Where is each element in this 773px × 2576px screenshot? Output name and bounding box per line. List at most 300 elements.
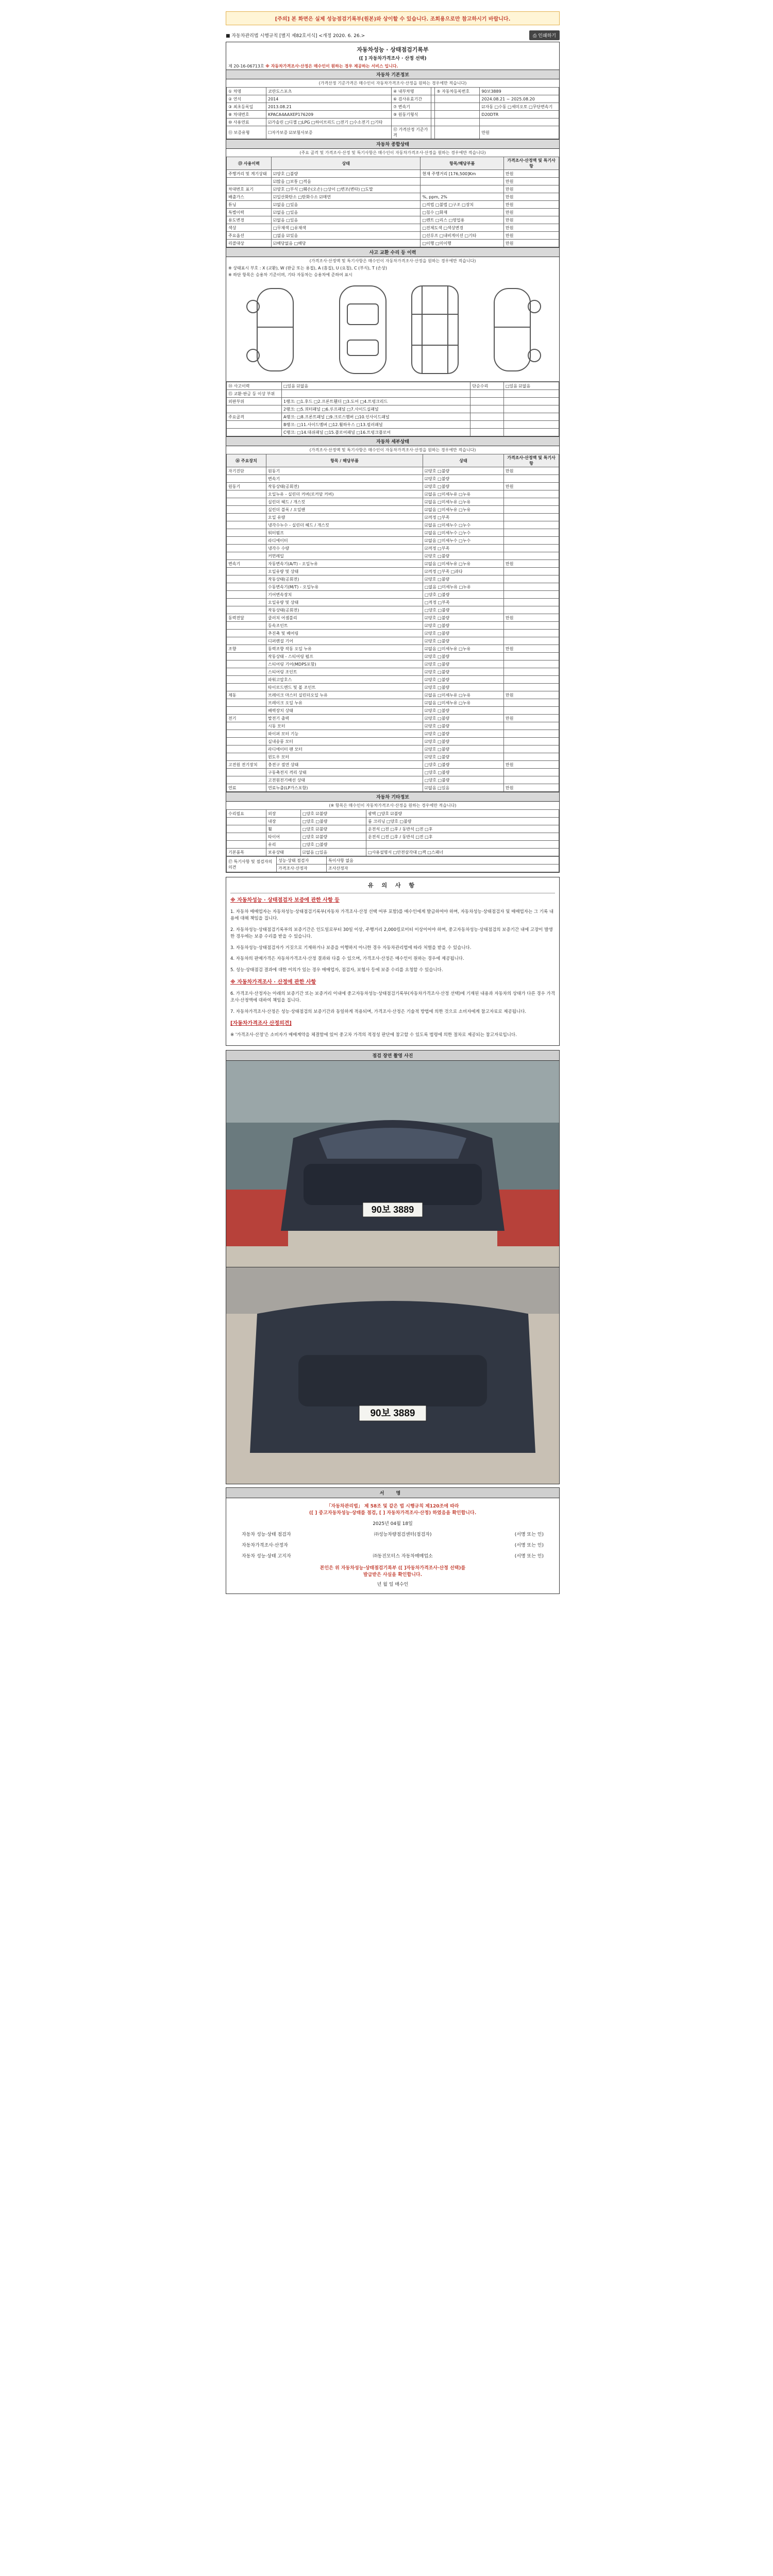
photo-title: 점검 장면 촬영 사진	[226, 1050, 560, 1061]
accident-row-cell	[470, 390, 504, 398]
status-row	[227, 193, 559, 201]
detail-row-cell: 만원	[504, 483, 559, 490]
detail-row-cell: 연료	[227, 784, 266, 792]
sign-row-1-sign: (서명 또는 인)	[514, 1532, 544, 1537]
option-row-cell	[366, 841, 559, 849]
status-row-cell	[227, 178, 272, 185]
detail-row	[227, 591, 559, 599]
detail-row-cell: ☑양호 □불량	[423, 475, 504, 483]
accident-table	[226, 382, 559, 436]
detail-row	[227, 691, 559, 699]
options-table	[226, 809, 559, 856]
sign-date: 2025년 04월 18일	[373, 1521, 413, 1527]
accident-row	[227, 382, 559, 390]
detail-row-cell	[227, 552, 266, 560]
detail-row-cell	[504, 475, 559, 483]
status-row-cell: ☑양호 □부식 □훼손(오손) □상이 □변조(변타) □도말	[272, 185, 421, 193]
detail-row-cell: ☑양호 □불량	[423, 483, 504, 490]
detail-row-cell: ☑없음 □미세누유 □누유	[423, 498, 504, 506]
sign-row-3-label: 자동차 성능·상태 고지자	[242, 1553, 291, 1559]
detail-row-cell	[227, 637, 266, 645]
accident-row-cell	[504, 405, 559, 413]
detail-row-cell: 등속조인트	[266, 622, 423, 630]
table-header-cell: 항목/해당부품	[421, 157, 504, 170]
accident-row-cell: 단순수리	[470, 382, 504, 390]
basic-row-cell: ⑤ 자동차등록번호	[435, 88, 480, 95]
status-row-cell: 만원	[504, 224, 559, 232]
basic-row-cell: ⑪ 보증유형	[227, 126, 266, 139]
detail-row-cell: 클러치 어셈블리	[266, 614, 423, 622]
detail-row-cell	[504, 684, 559, 691]
sign-row-3	[242, 1552, 544, 1559]
detail-row	[227, 753, 559, 761]
sign-line-2: ([ ] 중고자동차성능·상태를 점검, [ ] 자동차가격조사·산정) 하였음을 확인합니다.	[309, 1510, 477, 1516]
detail-row-cell	[227, 660, 266, 668]
detail-row-cell: 라디에이터	[266, 537, 423, 545]
detail-row-cell	[504, 660, 559, 668]
detail-row-cell	[227, 684, 266, 691]
detail-row-cell	[227, 591, 266, 599]
accident-row-cell: □있음 ☑없음	[282, 382, 470, 390]
detail-row-cell: 커먼레일	[266, 552, 423, 560]
detail-row-cell	[504, 668, 559, 676]
printer-icon: ⎙	[533, 33, 539, 39]
sign-row-3-name: ㈜동진모터스 자동차매매업소	[373, 1553, 433, 1559]
detail-row	[227, 545, 559, 552]
basic-row-cell	[431, 103, 435, 111]
detail-row-cell	[504, 568, 559, 575]
basic-row	[227, 95, 559, 103]
detail-row-cell: 제동	[227, 691, 266, 699]
detail-row-cell: ☑양호 □불량	[423, 637, 504, 645]
detail-row-cell: □없음 □미세누유 □누유	[423, 583, 504, 591]
status-row-cell: ☑없음 □있음	[272, 216, 421, 224]
detail-row-cell: 변속기	[227, 560, 266, 568]
basic-row-cell: ☑자동 □수동 □세미오토 □무단변속기	[480, 103, 559, 111]
hood-plate: 90보 3889	[370, 1408, 415, 1419]
detail-row-cell: 스티어링 기어(MDPS포함)	[266, 660, 423, 668]
detail-row-cell: 기어변속장치	[266, 591, 423, 599]
detail-row-cell	[504, 745, 559, 753]
detail-row	[227, 668, 559, 676]
basic-row-cell: 2014	[266, 95, 392, 103]
table-header-cell: ⑯ 주요장치	[227, 454, 266, 467]
status-row-cell: ☑많음 □보통 □적음	[272, 178, 421, 185]
status-row-cell: □침수 □화재	[421, 209, 504, 216]
record-subtitle: ([ ] 자동차가격조사 · 산정 선택)	[359, 56, 427, 61]
accident-row-cell: A랭크: □8.프론트패널 □9.크로스멤버 □10.인사이드패널	[282, 413, 470, 421]
accident-row-cell	[470, 413, 504, 421]
detail-row-cell	[227, 769, 266, 776]
detail-row-cell	[227, 730, 266, 738]
accident-row	[227, 421, 559, 429]
accident-row-cell: 1랭크: □1.후드 □2.프론트휀더 □3.도어 □4.트렁크리드	[282, 398, 470, 405]
status-row-cell: □없음 ☑있음	[272, 232, 421, 240]
option-row-cell: □양호 ☑불량	[301, 825, 366, 833]
detail-row-cell: ☑없음 □미세누수 □누수	[423, 537, 504, 545]
status-row-cell: 색상	[227, 224, 272, 232]
option-row-cell: 수리필요	[227, 810, 266, 818]
detail-row	[227, 529, 559, 537]
detail-row	[227, 769, 559, 776]
detail-row	[227, 575, 559, 583]
accident-row-cell	[227, 405, 282, 413]
status-row-cell: 특별이력	[227, 209, 272, 216]
detail-row-cell	[227, 676, 266, 684]
detail-row-cell: 동력조향 작동 오일 누유	[266, 645, 423, 653]
detail-row-cell: ☑양호 □불량	[423, 614, 504, 622]
detail-row-cell	[227, 776, 266, 784]
status-row-cell: ☑양호 □불량	[272, 170, 421, 178]
notes-p6: 6. 가격조사·산정자는 아래의 보증기간 또는 보증거리 이내에 중고자동차성능·상태점검기록부(자동차가격조사·산정 선택)에 기재된 내용과 자동차의 상태가 다른 경우 가격조사·산정액에 대하여 책임을 집니다.	[230, 991, 555, 1003]
status-row-cell: ☑없음 □있음	[272, 201, 421, 209]
front-plate: 90보 3889	[371, 1204, 414, 1215]
accident-row-cell: ⑮ 교환·판금 등 이상 부위	[227, 390, 282, 398]
sign-row-1-label: 자동차 성능·상태 점검자	[242, 1532, 291, 1537]
print-button[interactable]	[529, 30, 560, 40]
basic-row-cell: ⑧ 차대번호	[227, 111, 266, 118]
basic-row-cell	[431, 126, 435, 139]
detail-row-cell	[227, 498, 266, 506]
accident-row	[227, 398, 559, 405]
detail-row	[227, 645, 559, 653]
option-row-cell: □양호 ☑불량	[301, 810, 366, 818]
status-row-cell: □전체도색 □색상변경	[421, 224, 504, 232]
detail-row-cell: 자기진단	[227, 467, 266, 475]
section-detail: 자동차 세부상태	[226, 436, 559, 446]
status-row-cell: □무채색 □유채색	[272, 224, 421, 232]
detail-row	[227, 498, 559, 506]
detail-row-cell	[227, 630, 266, 637]
basic-row-cell	[480, 118, 559, 126]
accident-row-cell: ⑭ 사고이력	[227, 382, 282, 390]
detail-row-cell: ☑양호 □불량	[423, 575, 504, 583]
record-number: 제 20-16-06713호	[228, 64, 264, 69]
accident-row-cell: □있음 ☑없음	[504, 382, 559, 390]
detail-row-cell: 냉각수 수량	[266, 545, 423, 552]
detail-row-cell	[227, 753, 266, 761]
detail-row	[227, 599, 559, 606]
detail-row-cell: 스티어링 조인트	[266, 668, 423, 676]
detail-row-cell: ☑없음 □미세누수 □누수	[423, 521, 504, 529]
photo-hood	[226, 1267, 560, 1484]
status-row-cell: %, ppm, 2%	[421, 193, 504, 201]
detail-row-cell: 만원	[504, 614, 559, 622]
detail-row-cell	[504, 699, 559, 707]
photo-front	[226, 1061, 560, 1267]
basic-row-cell: ⑦ 변속기	[392, 103, 431, 111]
detail-row	[227, 784, 559, 792]
sign-row-1	[242, 1531, 544, 1537]
record-meta	[226, 63, 559, 70]
inspector-value-1: 특이사항 없음	[327, 857, 559, 865]
detail-row-cell	[504, 599, 559, 606]
basic-row-cell: KPACA4AAXEP176209	[266, 111, 392, 118]
section-options-note: (※ 항목은 매수인이 자동차가격조사·산정을 원하는 경우에만 적습니다)	[329, 803, 457, 808]
status-row-cell: 만원	[504, 193, 559, 201]
detail-row-cell: 만원	[504, 715, 559, 722]
accident-row-cell: 2랭크: □5.쿼터패널 □6.루프패널 □7.사이드실패널	[282, 405, 470, 413]
status-row-cell: 주요옵션	[227, 232, 272, 240]
detail-row	[227, 552, 559, 560]
option-row	[227, 833, 559, 841]
detail-row	[227, 560, 559, 568]
inspector-table	[226, 856, 559, 872]
detail-row-cell: ☑없음 □미세누유 □누유	[423, 560, 504, 568]
detail-row-cell	[504, 753, 559, 761]
status-row-cell: 만원	[504, 240, 559, 247]
notes-p8: ※ '가격조사·산정'은 소비자가 매매계약을 체결함에 있어 중고차 가격의 적정성 판단에 참고할 수 있도록 법령에 의한 절차로 제공되는 참고자료입니다.	[230, 1032, 517, 1038]
detail-row-cell: ☑양호 □불량	[423, 684, 504, 691]
notes-p2: 2. 자동차성능·상태점검기록부의 보증기간은 인도일로부터 30일 이상, 주행거리 2,000킬로미터 이상이어야 하며, 중고자동차성능·상태점검의 보증기간 내에 고장이 발생한 경우에는 보증 수리를 받을 수 있습니다.	[230, 927, 553, 940]
status-row	[227, 232, 559, 240]
detail-row-cell: 고전원 전기장치	[227, 761, 266, 769]
detail-row-cell	[227, 537, 266, 545]
detail-row-cell	[504, 722, 559, 730]
basic-row-cell: ☑가솔린 □디젤 □LPG □하이브리드 □전기 □수소전기 □기타	[266, 118, 392, 126]
option-row-cell: ☑없음 □있음	[301, 849, 366, 856]
sign-line-1: 「자동차관리법」 제 58조 및 같은 법 시행규칙 제120조에 따라	[326, 1503, 459, 1509]
basic-row-cell	[431, 111, 435, 118]
table-header-cell: 상태	[423, 454, 504, 467]
inspection-record	[226, 42, 560, 873]
detail-row-cell: □적정 □부족	[423, 599, 504, 606]
option-row-cell: 유리	[266, 841, 301, 849]
detail-row-cell: ☑양호 □불량	[423, 730, 504, 738]
detail-row-cell: □양호 □불량	[423, 769, 504, 776]
detail-row	[227, 738, 559, 745]
option-row-cell: 운전석 □전 □후 / 동반석 □전 □후	[366, 833, 559, 841]
detail-row-cell	[504, 769, 559, 776]
inspector-role-2: 가격조사·산정자	[277, 865, 327, 872]
sign-row-2-label: 자동차가격조사·산정자	[242, 1543, 288, 1548]
print-label: 인쇄하기	[538, 33, 556, 39]
detail-row-cell: ☑양호 □불량	[423, 668, 504, 676]
status-row	[227, 201, 559, 209]
detail-row-cell	[227, 529, 266, 537]
sign-row-3-sign: (서명 또는 인)	[514, 1553, 544, 1559]
basic-row-cell: 2013.08.21	[266, 103, 392, 111]
accident-row-cell	[470, 429, 504, 436]
record-title: 자동차성능 · 상태점검기록부	[357, 46, 429, 53]
detail-row-cell: ☑양호 □불량	[423, 552, 504, 560]
detail-row-cell: 만원	[504, 467, 559, 475]
detail-row-cell	[504, 730, 559, 738]
detail-row-cell: 작동상태(공회전)	[266, 575, 423, 583]
section-detail-note: (가격조사·산정액 및 특기사항은 매수인이 자동차가격조사·산정을 원하는 경우에만 적습니다)	[309, 448, 476, 452]
detail-row-cell: 배력장치 상태	[266, 707, 423, 715]
detail-row-cell: ☑적정 □부족 □과다	[423, 568, 504, 575]
accident-row-cell	[470, 405, 504, 413]
option-row-cell: 운전석 □전 □후 / 동반석 □전 □후	[366, 825, 559, 833]
detail-row-cell: ☑없음 □미세누수 □누수	[423, 529, 504, 537]
detail-row-cell: 워터펌프	[266, 529, 423, 537]
detail-row-cell	[227, 545, 266, 552]
status-row-cell: □이행 □미이행	[421, 240, 504, 247]
notes-title: 유 의 사 항	[230, 879, 555, 893]
basic-row-cell: 코란도스포츠	[266, 88, 392, 95]
detail-row-cell: ☑없음 □미세누유 □누유	[423, 691, 504, 699]
detail-row-cell: 오일유량 및 상태	[266, 568, 423, 575]
status-row-cell: 만원	[504, 201, 559, 209]
detail-row-cell: ☑양호 □불량	[423, 660, 504, 668]
detail-row	[227, 583, 559, 591]
option-row-cell: □양호 □불량	[301, 841, 366, 849]
option-row-cell: 내장	[266, 818, 301, 825]
detail-row-cell: 원동기	[227, 483, 266, 490]
detail-row	[227, 475, 559, 483]
detail-row	[227, 622, 559, 630]
detail-row-cell	[227, 653, 266, 660]
option-row-cell	[227, 818, 266, 825]
basic-row-cell: ① 차명	[227, 88, 266, 95]
detail-row-cell: 실린더 블록 / 오일팬	[266, 506, 423, 514]
section-status: 자동차 종합상태	[226, 139, 559, 149]
detail-row-cell: 실린더 헤드 / 개스킷	[266, 498, 423, 506]
accident-row-cell	[470, 398, 504, 405]
detail-row-cell	[504, 738, 559, 745]
detail-row-cell: ☑양호 □불량	[423, 745, 504, 753]
detail-row	[227, 506, 559, 514]
detail-row	[227, 483, 559, 490]
status-row-cell: □선루프 □내비게이션 □기타	[421, 232, 504, 240]
basic-row-cell: 2024.08.21 ~ 2025.08.20	[480, 95, 559, 103]
option-row-cell: □사용설명서 □안전삼각대 □잭 □스패너	[366, 849, 559, 856]
car-outline-svg	[226, 278, 559, 381]
detail-row-cell: ☑적정 □부족	[423, 514, 504, 521]
option-row-cell	[227, 825, 266, 833]
status-row	[227, 224, 559, 232]
detail-row-cell	[227, 745, 266, 753]
basic-row-cell	[392, 118, 431, 126]
detail-row-cell: 디퍼렌셜 기어	[266, 637, 423, 645]
inspector-value-2: 조사산정자	[327, 865, 559, 872]
detail-row-cell: ☑없음 □미세누유 □누유	[423, 645, 504, 653]
option-row-cell: 기본품목	[227, 849, 266, 856]
detail-row	[227, 637, 559, 645]
basic-row-cell: 만원	[480, 126, 559, 139]
status-row-cell: 만원	[504, 170, 559, 178]
status-row-cell	[421, 185, 504, 193]
signature-title: 서 명	[226, 1488, 559, 1498]
detail-row	[227, 490, 559, 498]
sign-footer-1: 본인은 위 자동차성능·상태점검기록부 ([ ]자동차가격조사·산정 선택)를	[320, 1565, 466, 1571]
basic-row-cell: ⑨ 원동기형식	[392, 111, 431, 118]
detail-row-cell	[504, 707, 559, 715]
accident-row-cell	[470, 421, 504, 429]
accident-row-cell	[227, 421, 282, 429]
detail-table	[226, 454, 559, 792]
table-header-cell: 가격조사·산정액 및 특기사항	[504, 454, 559, 467]
basic-row-cell	[431, 118, 435, 126]
section-basic-note: (가격산정 기준가격은 매수인이 자동차가격조사·산정을 원하는 경우에만 적습니다)	[318, 81, 467, 86]
detail-row-cell	[227, 722, 266, 730]
detail-row-cell	[227, 707, 266, 715]
accident-row-cell	[282, 390, 470, 398]
detail-row-cell: ☑양호 □불량	[423, 630, 504, 637]
status-row-cell: 리콜대상	[227, 240, 272, 247]
notes-heading-1: ※ 자동차성능 · 상태점검자 보증에 관한 사항 등	[230, 897, 340, 904]
detail-row-cell: 브레이크 마스터 실린더오일 누유	[266, 691, 423, 699]
option-row	[227, 818, 559, 825]
notes-section	[226, 877, 560, 1046]
detail-row-cell: 수동변속기(M/T) - 오일누유	[266, 583, 423, 591]
status-row-cell: 튜닝	[227, 201, 272, 209]
status-row-cell: 만원	[504, 216, 559, 224]
status-row-cell: 만원	[504, 209, 559, 216]
section-accident-note: (가격조사·산정액 및 특기사항은 매수인이 자동차가격조사·산정을 원하는 경우에만 적습니다)	[309, 259, 476, 263]
option-row-cell: □양호 ☑불량	[301, 833, 366, 841]
detail-row-cell: ☑양호 □불량	[423, 738, 504, 745]
car-frame-view	[412, 286, 458, 374]
detail-row-cell	[504, 506, 559, 514]
detail-row-cell: 충전구 절연 상태	[266, 761, 423, 769]
car-top-view	[340, 286, 386, 374]
detail-row-cell	[504, 622, 559, 630]
status-row-cell: □적법 □불법 □구조 □장치	[421, 201, 504, 209]
detail-row-cell: 실내송풍 모터	[266, 738, 423, 745]
detail-row-cell	[504, 545, 559, 552]
detail-row	[227, 745, 559, 753]
section-options: 자동차 기타정보	[226, 792, 559, 802]
basic-row-cell	[431, 88, 435, 95]
detail-row-cell	[504, 498, 559, 506]
detail-row	[227, 614, 559, 622]
detail-row-cell: 윈도우 모터	[266, 753, 423, 761]
detail-row-cell: ☑양호 □불량	[423, 676, 504, 684]
detail-row-cell	[504, 537, 559, 545]
sign-footer-2: 발급받은 사실을 확인합니다.	[363, 1572, 422, 1578]
detail-row-cell: 조향	[227, 645, 266, 653]
notes-p1: 1. 자동차 매매업자는 자동차성능·상태점검기록부(자동차 가격조사·산정 선택 여부 포함)를 매수인에게 발급하여야 하며, 자동차성능·상태점검자 및 매매업자는 그 기록 내용에 대해 책임을 집니다.	[230, 909, 554, 922]
option-row	[227, 849, 559, 856]
detail-row-cell: ☑양호 □불량	[423, 722, 504, 730]
section-status-note: (주요 골격 및 가격조사·산정 및 특기사항은 매수인이 자동차가격조사·산정을 원하는 경우에만 적습니다)	[299, 150, 486, 155]
detail-row-cell	[504, 583, 559, 591]
detail-row-cell: 연료누출(LP가스포함)	[266, 784, 423, 792]
basic-row-cell: ⑩ 사용연료	[227, 118, 266, 126]
detail-row-cell: 작동상태(공회전)	[266, 606, 423, 614]
detail-row-cell	[227, 506, 266, 514]
sign-footer-3: 년 월 일 매수인	[377, 1582, 409, 1587]
notes-heading-3: [자동차가격조사 산정의견]	[230, 1021, 292, 1027]
detail-row-cell	[227, 699, 266, 707]
detail-row-cell: ☑양호 □불량	[423, 653, 504, 660]
detail-row-cell: 원동기	[266, 467, 423, 475]
option-row-cell: 광택 □양호 ☑불량	[366, 810, 559, 818]
detail-row	[227, 730, 559, 738]
detail-row-cell: 파워고압호스	[266, 676, 423, 684]
detail-row-cell	[227, 738, 266, 745]
basic-row	[227, 118, 559, 126]
detail-row-cell	[504, 606, 559, 614]
detail-row-cell: 발전기 출력	[266, 715, 423, 722]
basic-row-cell	[435, 103, 480, 111]
basic-row	[227, 126, 559, 139]
accident-legend: ※ 상태표시 부호 : X (교환), W (판금 또는 용접), A (흠집), U (요철), C (부식), T (손상)	[228, 266, 388, 270]
accident-row-cell	[504, 390, 559, 398]
status-row	[227, 170, 559, 178]
detail-row	[227, 761, 559, 769]
detail-row-cell	[504, 591, 559, 599]
basic-row-cell	[435, 111, 480, 118]
detail-row-cell	[227, 568, 266, 575]
detail-row-cell: ☑적정 □부족	[423, 545, 504, 552]
doc-header	[226, 30, 560, 40]
option-row	[227, 825, 559, 833]
inspector-role-1: 성능·상태 점검자	[277, 857, 327, 865]
detail-row	[227, 514, 559, 521]
